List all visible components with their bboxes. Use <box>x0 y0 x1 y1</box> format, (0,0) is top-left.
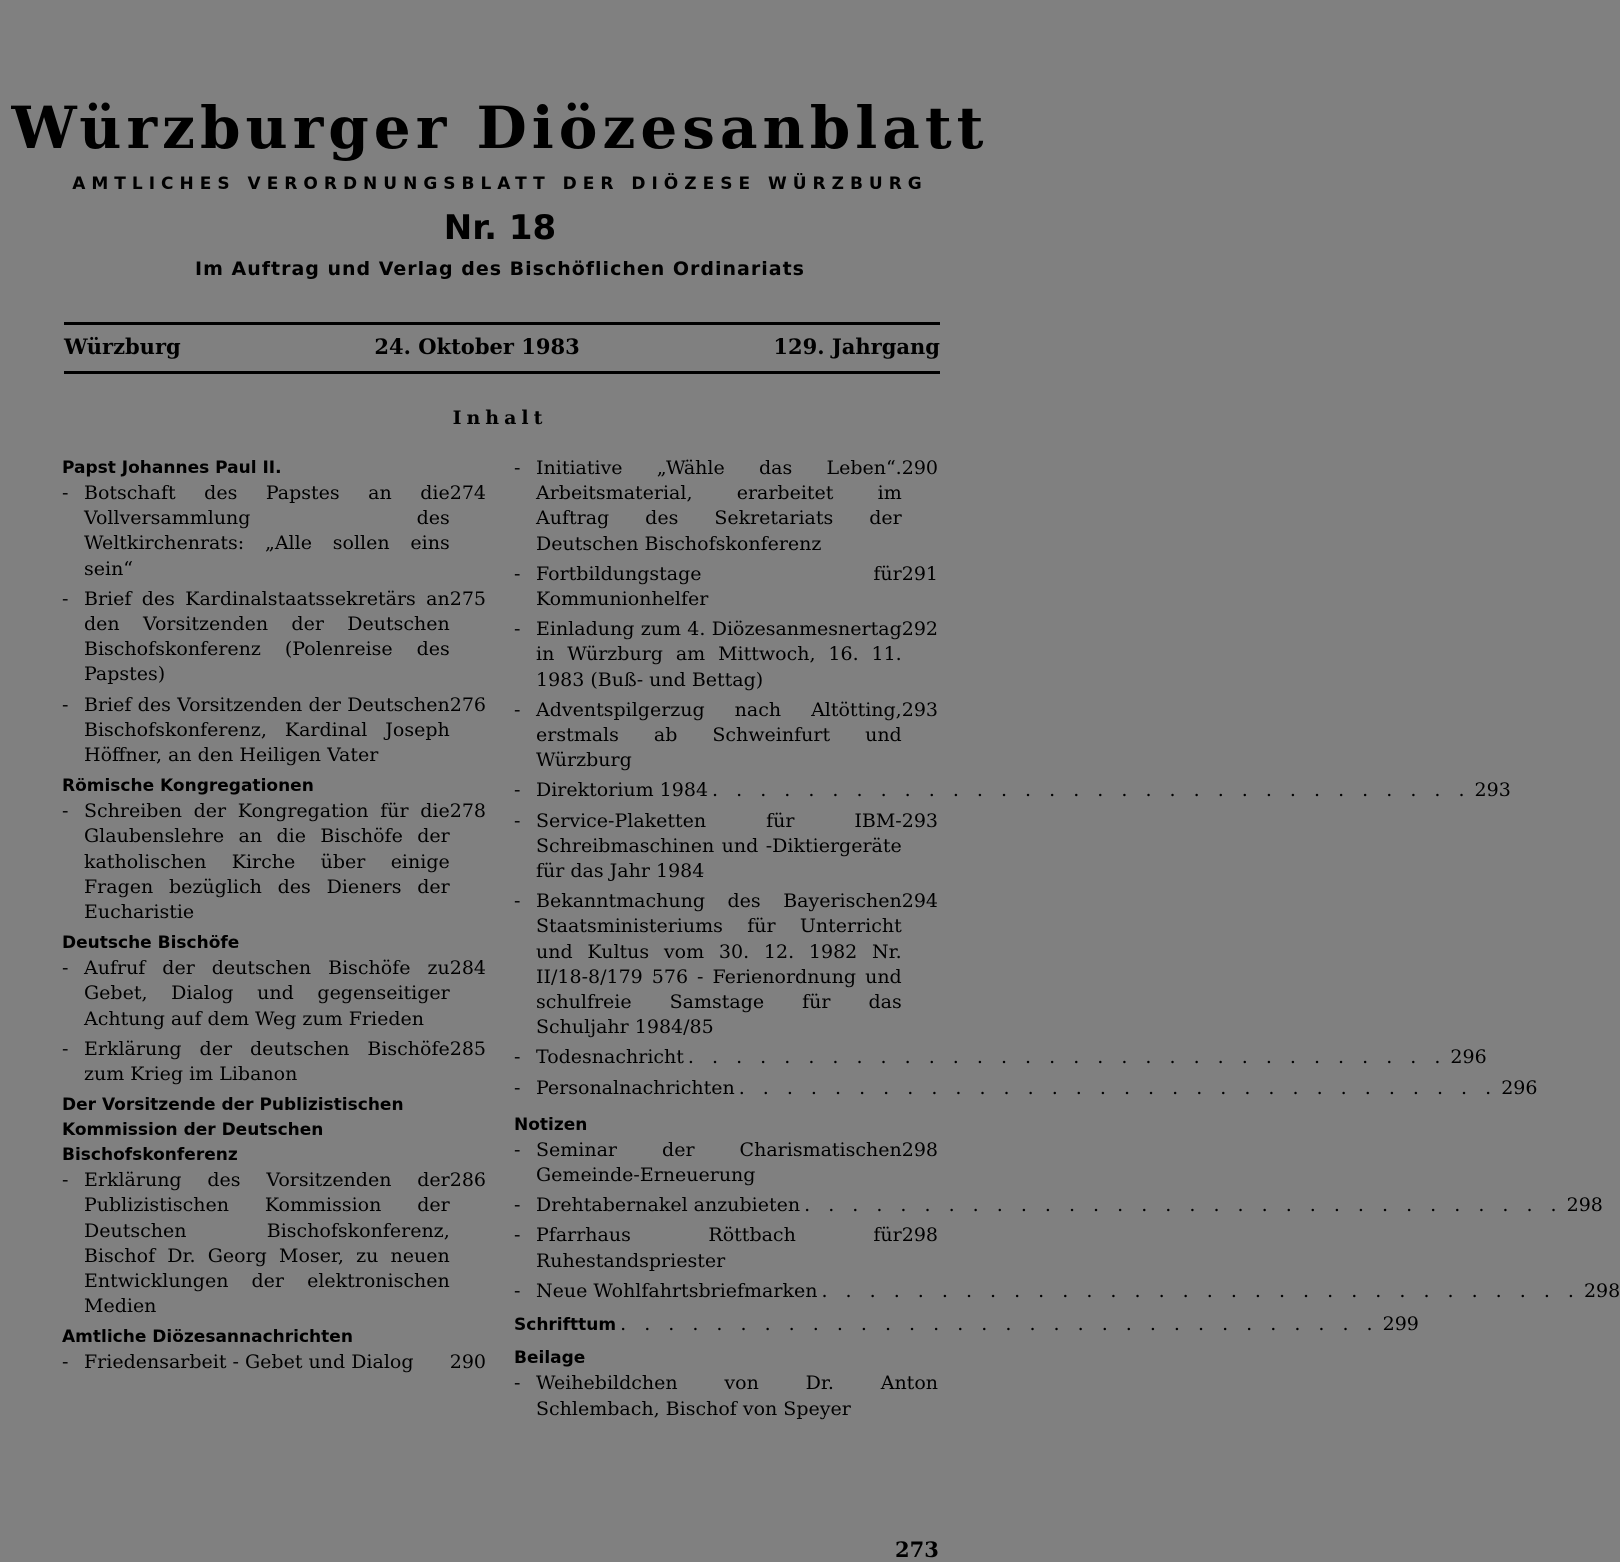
contents-heading: Inhalt <box>452 407 548 429</box>
entry-dash: - <box>62 800 69 823</box>
entry-title: Einladung zum 4. Diözesanmesnertag in Würzburg am Mittwoch, 16. 11. 1983 (Buß- und Bettag) <box>536 618 902 691</box>
section-heading: Papst Johannes Paul II. <box>62 458 282 478</box>
entry-dash: - <box>514 1194 521 1217</box>
entry-title: Erklärung der deutschen Bischöfe zum Krieg im Libanon <box>84 1037 450 1086</box>
newspaper-subtitle: AMTLICHES VERORDNUNGSBLATT DER DIÖZESE WÜRZBURG <box>72 174 928 194</box>
toc-entry <box>514 1045 1487 1070</box>
section-heading: Beilage <box>514 1348 586 1369</box>
toc-entry <box>514 809 938 885</box>
entry-dash: - <box>514 779 521 802</box>
entry-dash: - <box>62 693 69 716</box>
section-heading: Römische Kongregationen <box>62 776 314 797</box>
entry-page: 276 <box>449 693 486 716</box>
entry-dash: - <box>514 1279 521 1302</box>
entry-page: 284 <box>449 957 486 980</box>
entry-dash: - <box>62 482 69 504</box>
section-heading: Schrifttum <box>514 1315 617 1336</box>
entry-page: 299 <box>1382 1313 1419 1336</box>
contents-left-column <box>62 456 486 1381</box>
toc-entry <box>514 1138 938 1188</box>
toc-entry <box>514 1371 938 1421</box>
entry-page: 290 <box>449 1351 486 1374</box>
toc-entry <box>62 587 486 688</box>
toc-entry <box>514 1223 938 1273</box>
entry-title: Seminar der Charismatischen Gemeinde-Erneuerung <box>536 1138 902 1187</box>
entry-title: Brief des Vorsitzenden der Deutschen Bischofskonferenz, Kardinal Joseph Höffner, an den Heiligen Vater <box>84 693 450 767</box>
dateline-date: 24. Oktober 1983 <box>374 334 580 359</box>
toc-entry <box>514 562 938 612</box>
newspaper-title: Würzburger Diözesanblatt <box>11 94 989 162</box>
entry-page: 293 <box>901 809 938 832</box>
dot-leader: . . . . . . . . . . . . . . . . . . . . . . . . . . . . . . . . <box>620 1313 1379 1336</box>
contents-right-column <box>514 456 1620 1427</box>
section-heading: Amtliche Diözesannachrichten <box>62 1327 353 1348</box>
entry-dash: - <box>514 457 521 479</box>
entry-title: Direktorium 1984 <box>536 779 709 802</box>
entry-title: Personalnachrichten <box>536 1076 735 1099</box>
toc-entry <box>514 456 938 557</box>
entry-page: 293 <box>1474 779 1511 802</box>
top-rule <box>64 322 940 325</box>
entry-page: 296 <box>1501 1076 1538 1099</box>
schrifttum-entry <box>514 1312 1419 1338</box>
entry-dash: - <box>514 618 521 641</box>
entry-page: 274 <box>449 482 486 504</box>
section-heading: Notizen <box>514 1114 588 1135</box>
toc-entry <box>62 956 486 1032</box>
dot-leader: . . . . . . . . . . . . . . . . . . . . . . . . . . . . . . . . <box>738 1076 1498 1099</box>
entry-title: Bekanntmachung des Bayerischen Staatsministeriums für Unterricht und Kultus vom 30. 12. 1982 Nr. II/18-8/179 576 - Ferienordnung und schulfreie Samstage für das Schuljahr 1984/85 <box>536 890 902 1039</box>
entry-title: Weihebildchen von Dr. Anton Schlembach, Bischof von Speyer <box>536 1372 938 1420</box>
section-heading: Deutsche Bischöfe <box>62 933 240 954</box>
dot-leader: . . . . . . . . . . . . . . . . . . . . . . . . . . . . . . . . <box>804 1194 1563 1217</box>
entry-dash: - <box>62 1037 69 1060</box>
entry-title: Service-Plaketten für IBM-Schreibmaschinen und -Diktiergeräte für das Jahr 1984 <box>536 809 902 883</box>
page-number: 273 <box>895 1537 939 1562</box>
entry-page: 293 <box>901 698 938 721</box>
entry-dash: - <box>514 1076 521 1099</box>
entry-title: Botschaft des Papstes an die Vollversammlung des Weltkirchenrats: „Alle sollen eins sein“ <box>84 482 450 580</box>
toc-entry <box>514 698 938 774</box>
section-heading: Der Vorsitzende der Publizistischen Kommission der Deutschen Bischofskonferenz <box>62 1095 404 1166</box>
entry-page: 278 <box>449 800 486 823</box>
publisher-line: Im Auftrag und Verlag des Bischöflichen Ordinariats <box>195 258 805 280</box>
entry-title: Todesnachricht <box>536 1046 684 1069</box>
toc-entry <box>62 1350 486 1375</box>
entry-page: 291 <box>901 562 938 585</box>
entry-dash: - <box>514 890 521 913</box>
dot-leader: . . . . . . . . . . . . . . . . . . . . . . . . . . . . . . . . <box>687 1046 1447 1069</box>
entry-title: Fortbildungstage für Kommunionhelfer <box>536 562 902 611</box>
entry-dash: - <box>62 957 69 980</box>
entry-dash: - <box>514 1138 521 1161</box>
entry-dash: - <box>514 1224 521 1247</box>
bottom-rule <box>64 371 940 374</box>
entry-dash: - <box>514 809 521 832</box>
entry-page: 286 <box>449 1169 486 1192</box>
entry-page: 292 <box>901 618 938 641</box>
entry-title: Schreiben der Kongregation für die Glaubenslehre an die Bischöfe der katholischen Kirche über einige Fragen bezüglich des Dieners der Eucharistie <box>84 800 450 924</box>
toc-entry <box>514 778 1511 803</box>
entry-page: 290 <box>901 457 938 479</box>
entry-title: Drehtabernakel anzubieten <box>536 1194 801 1217</box>
entry-dash: - <box>62 1351 69 1374</box>
toc-entry <box>514 617 938 693</box>
entry-dash: - <box>514 1046 521 1069</box>
dateline-place: Würzburg <box>64 334 181 359</box>
dot-leader: . . . . . . . . . . . . . . . . . . . . . . . . . . . . . . . . <box>821 1279 1580 1302</box>
entry-title: Neue Wohlfahrtsbriefmarken <box>536 1279 818 1302</box>
toc-entry <box>514 1193 1603 1218</box>
entry-dash: - <box>62 1169 69 1192</box>
entry-dash: - <box>62 587 69 610</box>
entry-page: 298 <box>1566 1194 1603 1217</box>
dot-leader: . . . . . . . . . . . . . . . . . . . . . . . . . . . . . . . . <box>712 779 1471 802</box>
dateline-volume: 129. Jahrgang <box>773 334 940 359</box>
toc-entry <box>514 1279 1620 1304</box>
entry-page: 285 <box>449 1037 486 1060</box>
toc-entry <box>62 481 486 582</box>
entry-page: 298 <box>1583 1279 1620 1302</box>
entry-title: Pfarrhaus Röttbach für Ruhestandspriester <box>536 1224 902 1272</box>
entry-title: Erklärung des Vorsitzenden der Publizistischen Kommission der Deutschen Bischofskonferenz, Bischof Dr. Georg Moser, zu neuen Entwicklungen der elektronischen Medien <box>84 1169 450 1318</box>
issue-number: Nr. 18 <box>443 208 557 248</box>
entry-title: Aufruf der deutschen Bischöfe zu Gebet, Dialog und gegenseitiger Achtung auf dem Weg zum Frieden <box>84 957 450 1030</box>
toc-entry <box>514 889 938 1040</box>
toc-entry <box>62 1168 486 1319</box>
entry-page: 298 <box>901 1224 938 1247</box>
toc-entry <box>62 799 486 925</box>
entry-dash: - <box>514 562 521 585</box>
entry-page: 275 <box>449 587 486 610</box>
masthead <box>0 92 1000 280</box>
entry-title: Initiative „Wähle das Leben“. Arbeitsmaterial, erarbeitet im Auftrag des Sekretariats der Deutschen Bischofskonferenz <box>536 457 902 555</box>
entry-title: Brief des Kardinalstaatssekretärs an den Vorsitzenden der Deutschen Bischofskonferenz (Polenreise des Papstes) <box>84 587 450 686</box>
entry-title: Friedensarbeit - Gebet und Dialog <box>84 1351 414 1374</box>
entry-dash: - <box>514 1372 521 1395</box>
entry-page: 294 <box>901 890 938 913</box>
toc-entry <box>62 1037 486 1087</box>
toc-entry <box>514 1076 1538 1101</box>
entry-page: 296 <box>1450 1046 1487 1069</box>
entry-page: 298 <box>901 1138 938 1161</box>
dateline <box>64 334 940 359</box>
entry-dash: - <box>514 698 521 721</box>
toc-entry <box>62 693 486 769</box>
entry-title: Adventspilgerzug nach Altötting, erstmals ab Schweinfurt und Würzburg <box>536 698 902 772</box>
